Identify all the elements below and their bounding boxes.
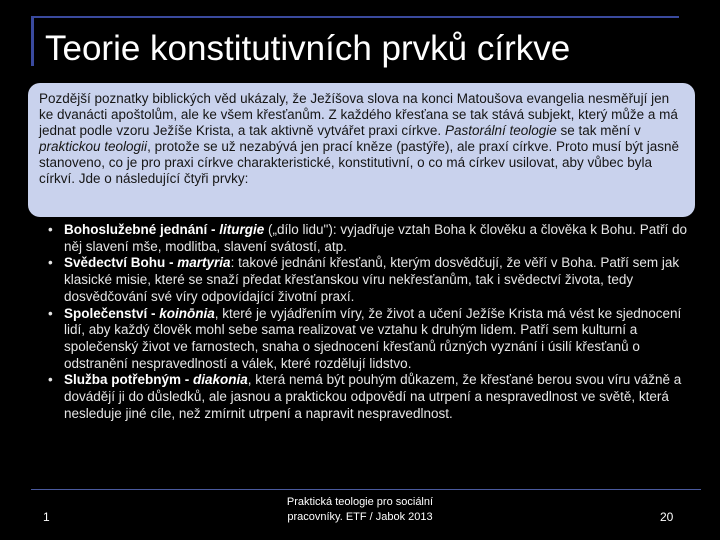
list-item-koinonia <box>46 306 696 373</box>
intro-text: se tak mění v <box>556 123 641 138</box>
item-term: diakonia <box>193 372 248 388</box>
elements-list <box>46 222 696 422</box>
page-number: 1 <box>43 510 50 524</box>
item-text: : takové jednání křesťanů, kterým dosvědčují, že věří v Boha. Patří sem jak klasické misie, které se snaží předat křesťanskou víru nekřesťanům, tak i svědectví života, tedy dosvědčování své víry odpovídající životní praxí. <box>64 255 680 304</box>
item-text: , které je vyjádřením víry, že život a učení Ježíše Krista má vést ke sjednocení lidí, aby každý člověk mohl sebe sama realizovat ve vztahu k druhým lidem. Patří sem kulturní a společenský život ve farnostech, snaha o sjednocení křesťanů různých vyznání i úsilí křesťanů o odstranění nespravedlností a válek, které rozdělují lidstvo. <box>64 305 682 371</box>
item-lead: Společenství - <box>64 305 160 321</box>
bullet-glyph: • <box>48 305 53 321</box>
item-text: , která nemá být pouhým důkazem, že křesťané berou svou víru vážně a dovádějí ji do důsledků, ale jasnou a praktickou odpovědí na utrpení a nespravedlnost ve světě, která nesleduje jiné cíle, než zmírnit utrpení a napravit nespravedlnost. <box>64 372 682 421</box>
footer-line-2: pracovníky. ETF / Jabok 2013 <box>287 511 433 523</box>
bullet-glyph: • <box>48 222 53 237</box>
list-item-diakonia <box>46 372 696 422</box>
item-term: martyria <box>177 255 231 271</box>
footer-divider <box>31 489 701 490</box>
footer-course-info <box>250 495 470 525</box>
intro-paragraph <box>39 91 687 187</box>
intro-box <box>28 83 695 217</box>
title-top-rule <box>31 16 679 18</box>
item-lead: Bohoslužebné jednání - <box>64 222 220 237</box>
intro-term-pastoral: Pastorální teologie <box>444 123 557 138</box>
intro-text: Pozdější poznatky biblických věd ukázaly, že Ježíšova slova na konci Matoušova evangelia nesměřují jen ke dvanácti apoštolům, ale ke všem křesťanům. Z každého křesťana se tak stává subjekt, který může a má jednat podle vzoru Ježíše Krista, a tak aktivně vytvářet praxi církve. <box>39 91 678 138</box>
list-item-martyria <box>46 255 696 305</box>
item-term: liturgie <box>219 222 265 237</box>
item-lead: Služba potřebným - <box>64 372 194 388</box>
slide-title: Teorie konstitutivních prvků církve <box>45 29 571 68</box>
bullet-glyph: • <box>48 255 53 271</box>
list-item-liturgie <box>46 222 696 255</box>
title-left-rule <box>31 16 34 66</box>
slide-number: 20 <box>660 510 674 524</box>
intro-text: , protože se už nezabývá jen prací kněze (pastýře), ale praxí církve. Proto musí být jasně stanoveno, co je pro praxi církve charakteristické, konstitutivní, o co má církev usilovat, aby vůbec byla církví. Jde o následující čtyři prvky: <box>39 139 680 186</box>
bullet-glyph: • <box>48 372 53 388</box>
footer-line-1: Praktická teologie pro sociální <box>286 496 434 508</box>
item-term: koinōnia <box>159 305 215 321</box>
intro-term-practical: praktickou teologii <box>39 139 148 154</box>
item-lead: Svědectví Bohu - <box>64 255 178 271</box>
item-text: („dílo lidu"): vyjadřuje vztah Boha k člověku a člověka k Bohu. Patří do něj slavení mše, modlitba, slavení svátostí, atp. <box>64 222 688 254</box>
